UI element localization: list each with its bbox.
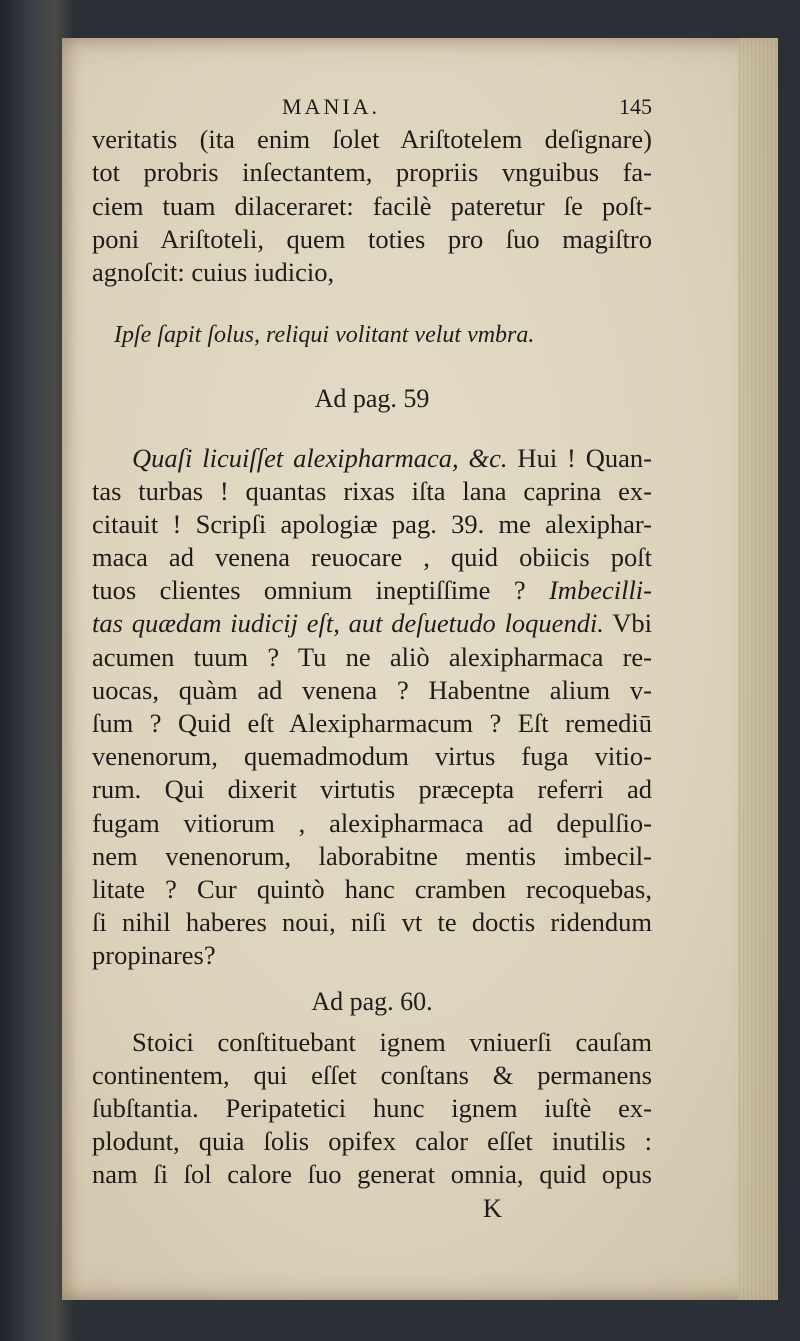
text-line: poni Ariſtoteli, quem toties pro ſuo magiſtro: [92, 223, 652, 254]
text-fragment: Hui ! Quan-: [507, 442, 652, 473]
text-line: ſubſtantia. Peripatetici hunc ignem iuſtè ex-: [92, 1093, 652, 1124]
quoted-phrase: tas quædam iudicij eſt, aut deſuetudo loquendi.: [92, 608, 604, 639]
text-line: [92, 442, 652, 475]
page-text: [92, 90, 652, 1225]
text-line: litate ? Cur quintò hanc cramben recoquebas,: [92, 873, 652, 904]
text-line: acumen tuum ? Tu ne aliò alexipharmaca re-: [92, 641, 652, 672]
text-line: maca ad venena reuocare , quid obiicis poſt: [92, 542, 652, 573]
text-fragment: Vbi: [603, 608, 652, 639]
quoted-phrase: Quaſi licuiſſet alexipharmaca, &c.: [132, 442, 508, 473]
text-line: nam ſi ſol calore ſuo generat omnia, quid opus: [92, 1159, 652, 1190]
text-line: nem venenorum, laborabitne mentis imbecil-: [92, 840, 652, 871]
signature-mark: [92, 1192, 652, 1225]
text-line: [92, 607, 652, 640]
text-line: ciem tuam dilaceraret: facilè pateretur ſe poſt-: [92, 190, 652, 221]
text-line: fugam vitiorum , alexipharmaca ad depulſio-: [92, 807, 652, 838]
text-line: uocas, quàm ad venena ? Habentne alium v-: [92, 674, 652, 705]
text-line: agnoſcit: cuius iudicio,: [92, 256, 335, 287]
text-line: ſi nihil haberes noui, niſi vt te doctis ridendum: [92, 907, 652, 938]
text-line: Stoici conſtituebant ignem vniuerſi cauſam: [132, 1026, 652, 1057]
paragraph-3: [92, 1026, 652, 1192]
running-title: MANIA.: [282, 94, 381, 119]
verse-quotation: Ipſe ſapit ſolus, reliqui volitant velut vmbra.: [114, 322, 535, 349]
text-line: plodunt, quia ſolis opifex calor eſſet inutilis :: [92, 1126, 652, 1157]
section-heading-60: Ad pag. 60.: [311, 986, 433, 1016]
text-line: [92, 574, 652, 607]
text-line: tot probris inſectantem, propriis vnguibus fa-: [92, 157, 652, 188]
page-number: 145: [619, 94, 652, 119]
signature-letter: K: [482, 1192, 502, 1223]
paragraph-1: [92, 123, 652, 289]
running-head: [92, 90, 652, 123]
text-line: tas turbas ! quantas rixas iſta lana caprina ex-: [92, 475, 652, 506]
text-line: ſum ? Quid eſt Alexipharmacum ? Eſt remediū: [92, 708, 652, 738]
quoted-phrase: Imbecilli-: [548, 575, 652, 606]
page-edge: [738, 38, 778, 1300]
text-fragment: tuos clientes omnium ineptiſſime ?: [92, 575, 526, 606]
text-line: venenorum, quemadmodum virtus fuga vitio-: [92, 741, 652, 772]
text-line: continentem, qui eſſet conſtans & permanens: [92, 1059, 652, 1090]
text-line: propinares?: [92, 940, 216, 971]
section-heading-59: Ad pag. 59: [314, 384, 430, 414]
text-line: rum. Qui dixerit virtutis præcepta referri ad: [92, 774, 652, 805]
paragraph-2: [92, 442, 652, 973]
text-line: citauit ! Scripſi apologiæ pag. 39. me alexiphar-: [92, 508, 652, 539]
text-line: veritatis (ita enim ſolet Ariſtotelem deſignare): [92, 124, 652, 155]
